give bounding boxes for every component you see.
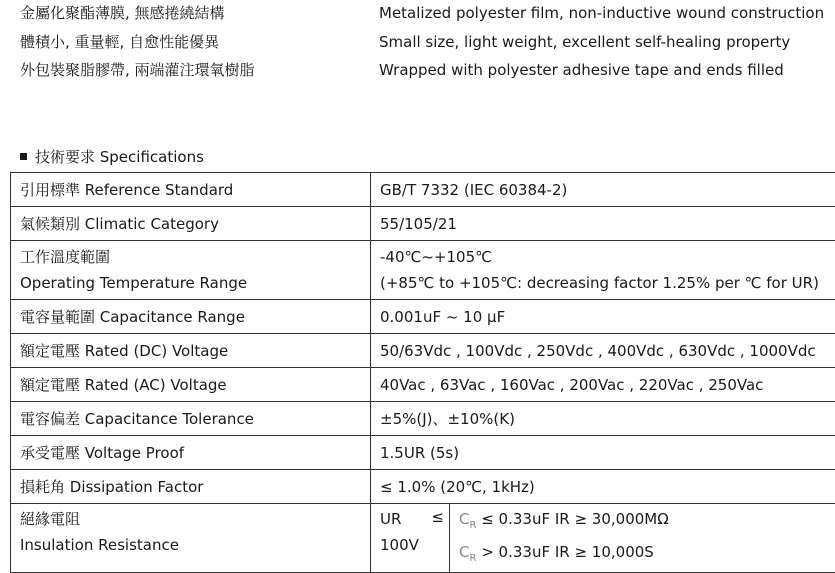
table-row [11,300,835,334]
spec-label: 損耗角 Dissipation Factor [11,470,371,504]
spec-value: 0.001uF ~ 10 μF [371,300,835,334]
feature-zh-3: 外包裝聚脂膠帶, 兩端灌注環氧樹脂 [20,60,255,80]
table-row [11,470,835,504]
table-row [11,402,835,436]
spec-value-line-1: -40℃~+105℃ [380,244,835,270]
spec-value: 1.5UR (5s) [371,436,835,470]
voltage-column [371,504,450,572]
bullet-square-icon [20,153,27,160]
spec-label-zh: 工作溫度範圍 [20,244,370,270]
spec-value-line-2: (+85℃ to +105℃: decreasing factor 1.25% per ℃ for UR) [380,270,835,296]
table-row [11,173,835,207]
spec-label [11,504,371,573]
spec-label: 氣候類別 Climatic Category [11,207,371,241]
spec-label: 額定電壓 Rated (AC) Voltage [11,368,371,402]
table-row [11,504,835,573]
spec-value [371,504,835,573]
spec-label-en: Insulation Resistance [20,532,370,558]
spec-value: 40Vac , 63Vac , 160Vac , 200Vac , 220Vac , 250Vac [371,368,835,402]
spec-value [371,241,835,300]
feature-zh-2: 體積小, 重量輕, 自愈性能優異 [20,32,219,52]
spec-table [10,172,835,573]
feature-en-3: Wrapped with polyester adhesive tape and ends filled [379,60,784,80]
spec-heading-label: 技術要求 Specifications [35,148,204,166]
spec-label: 引用標準 Reference Standard [11,173,371,207]
resistance-column [450,504,669,572]
feature-en-2: Small size, light weight, excellent self-healing property [379,32,790,52]
spec-value: GB/T 7332 (IEC 60384-2) [371,173,835,207]
resistance-line-2: $C_R > 0.33uF$ IR ≥ 10,000S [459,539,669,572]
spec-value: ±5%(J)、±10%(K) [371,402,835,436]
spec-value: ≤ 1.0% (20℃, 1kHz) [371,470,835,504]
voltage-label-2: 100V [380,532,449,558]
table-row [11,207,835,241]
table-row [11,368,835,402]
spec-label-zh: 絕緣電阻 [20,506,370,532]
resistance-line-1: $C_R \le 0.33uF$ IR ≥ 30,000MΩ [459,506,669,539]
spec-value: 55/105/21 [371,207,835,241]
spec-value: 50/63Vdc , 100Vdc , 250Vdc , 400Vdc , 630Vdc , 1000Vdc [371,334,835,368]
feature-zh-1: 金屬化聚酯薄膜, 無感捲繞結構 [20,3,225,23]
table-row [11,334,835,368]
voltage-label-1: UR ≤ [380,506,449,532]
table-row [11,241,835,300]
spec-label: 電容偏差 Capacitance Tolerance [11,402,371,436]
spec-label: 承受電壓 Voltage Proof [11,436,371,470]
spec-heading [20,147,204,167]
spec-label-en: Operating Temperature Range [20,270,370,296]
feature-en-1: Metalized polyester film, non-inductive wound construction [379,3,824,23]
insulation-subtable [371,504,835,572]
table-row [11,436,835,470]
spec-label [11,241,371,300]
spec-label: 額定電壓 Rated (DC) Voltage [11,334,371,368]
spec-label: 電容量範圍 Capacitance Range [11,300,371,334]
